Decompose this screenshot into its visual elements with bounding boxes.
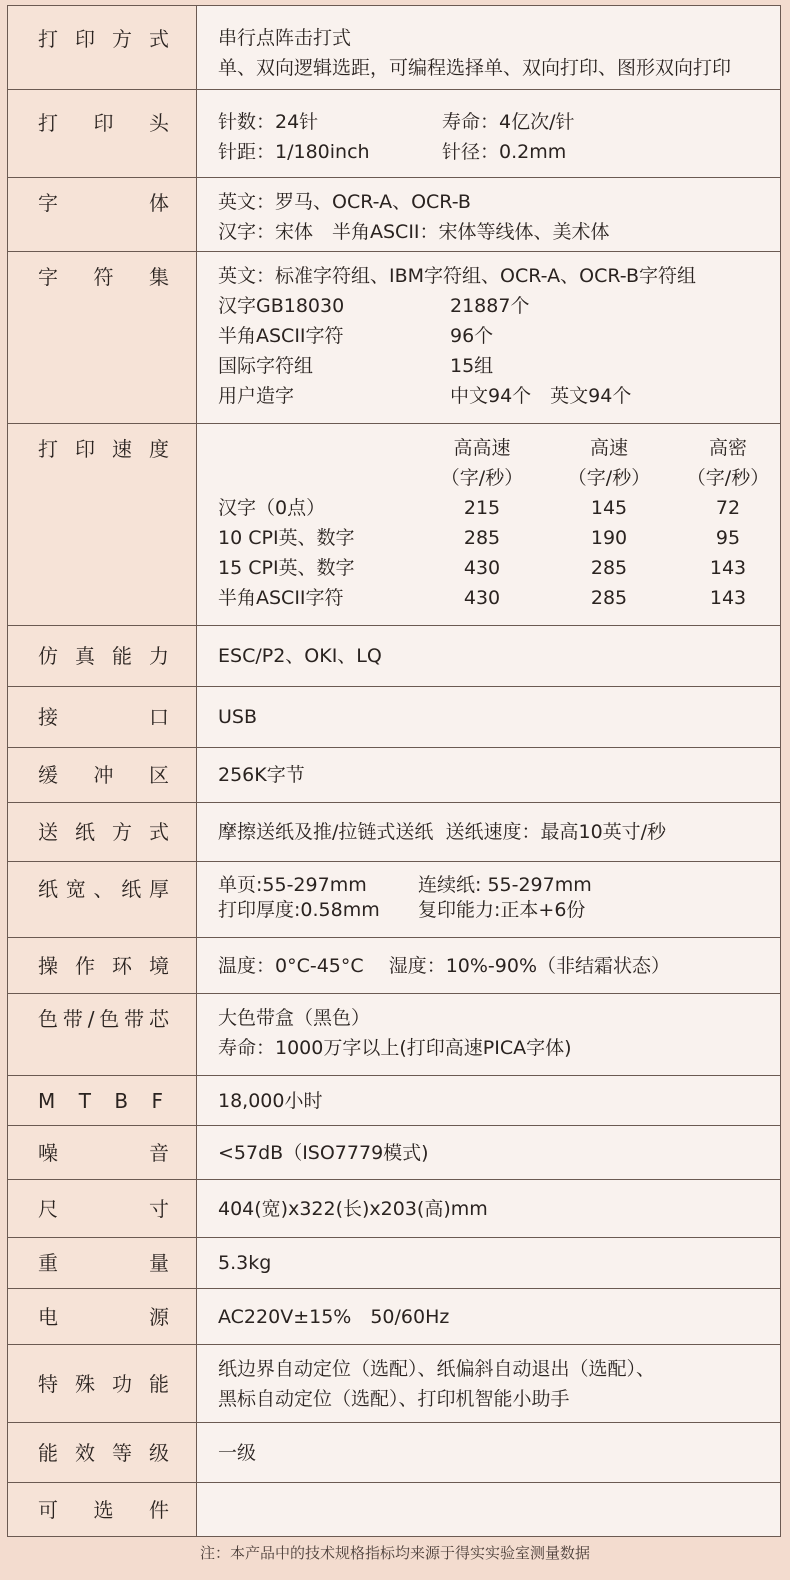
speed-header: 高速	[589, 437, 628, 459]
value-emulation: ESC/P2、OKI、LQ	[197, 626, 781, 687]
label-weight: 重 量	[8, 1238, 197, 1289]
print-thickness: 打印厚度:0.58mm	[218, 899, 380, 921]
speed-unit: （字/秒）	[686, 467, 770, 489]
value-mtbf: 18,000小时	[197, 1076, 781, 1126]
value-font	[197, 178, 781, 252]
row-font	[8, 178, 781, 252]
row-efficiency	[8, 1423, 781, 1483]
value-special	[197, 1345, 781, 1423]
label-environment: 操 作 环 境	[8, 938, 197, 994]
label-options: 可 选 件	[8, 1483, 197, 1537]
speed-unit: （字/秒）	[440, 467, 524, 489]
label-efficiency: 能 效 等 级	[8, 1423, 197, 1483]
row-weight	[8, 1238, 781, 1289]
print-method-line-1: 串行点阵击打式	[218, 27, 352, 49]
ribbon-life: 寿命：1000万字以上(打印高速PICA字体)	[218, 1037, 572, 1059]
value-environment: 温度：0°C-45°C 湿度：10%-90%（非结霜状态）	[197, 938, 781, 994]
font-chinese: 汉字：宋体 半角ASCII：宋体等线体、美术体	[218, 221, 610, 243]
speed-value: 430	[463, 587, 501, 609]
pin-pitch: 针距：1/180inch	[218, 141, 370, 163]
charset-item-value: 中文94个 英文94个	[450, 385, 632, 407]
label-ribbon: 色 带 / 色 带 芯	[8, 994, 197, 1076]
speed-header: 高密	[708, 437, 747, 459]
head-life: 寿命：4亿次/针	[442, 111, 575, 133]
value-noise: <57dB（ISO7779模式)	[197, 1126, 781, 1180]
row-buffer	[8, 748, 781, 803]
value-paper-feed: 摩擦送纸及推/拉链式送纸 送纸速度：最高10英寸/秒	[197, 803, 781, 862]
label-emulation: 仿 真 能 力	[8, 626, 197, 687]
single-sheet: 单页:55-297mm	[218, 874, 367, 896]
label-font: 字 体	[8, 178, 197, 252]
speed-value: 215	[463, 497, 501, 519]
value-interface: USB	[197, 687, 781, 748]
label-size: 尺 寸	[8, 1180, 197, 1238]
row-ribbon	[8, 994, 781, 1076]
charset-item-value: 15组	[450, 355, 494, 377]
label-mtbf: M T B F	[8, 1076, 197, 1126]
speed-row-name: 半角ASCII字符	[218, 587, 344, 609]
row-interface	[8, 687, 781, 748]
speed-header: 高高速	[453, 437, 511, 459]
speed-value: 430	[463, 557, 501, 579]
value-efficiency: 一级	[197, 1423, 781, 1483]
label-buffer: 缓 冲 区	[8, 748, 197, 803]
special-line-2: 黑标自动定位（选配）、打印机智能小助手	[218, 1387, 570, 1410]
speed-value: 285	[590, 587, 628, 609]
row-mtbf	[8, 1076, 781, 1126]
row-options	[8, 1483, 781, 1537]
label-paper-width: 纸 宽 、 纸 厚	[8, 862, 197, 938]
row-noise	[8, 1126, 781, 1180]
speed-value: 190	[590, 527, 628, 549]
charset-english: 英文：标准字符组、IBM字符组、OCR-A、OCR-B字符组	[218, 265, 696, 287]
row-special	[8, 1345, 781, 1423]
charset-item-name: 汉字GB18030	[218, 295, 345, 317]
label-charset: 字 符 集	[8, 252, 197, 424]
value-print-head	[197, 90, 781, 178]
value-ribbon	[197, 994, 781, 1076]
row-print-head	[8, 90, 781, 178]
charset-item-name: 用户造字	[218, 385, 295, 407]
continuous-paper: 连续纸: 55-297mm	[418, 874, 592, 896]
speed-row-name: 汉字（0点）	[218, 497, 326, 519]
row-print-method	[8, 6, 781, 90]
row-size	[8, 1180, 781, 1238]
row-environment	[8, 938, 781, 994]
speed-row-name: 10 CPI英、数字	[218, 527, 355, 549]
special-line-1: 纸边界自动定位（选配）、纸偏斜自动退出（选配）、	[218, 1357, 656, 1380]
label-paper-feed: 送 纸 方 式	[8, 803, 197, 862]
spec-table	[7, 5, 781, 1537]
row-paper-width	[8, 862, 781, 938]
ribbon-type: 大色带盒（黑色）	[218, 1007, 371, 1029]
footnote: 注：本产品中的技术规格指标均来源于得实实验室测量数据	[199, 1544, 590, 1562]
charset-item-value: 21887个	[450, 295, 530, 317]
value-options	[197, 1483, 781, 1537]
label-interface: 接 口	[8, 687, 197, 748]
row-print-speed	[8, 424, 781, 626]
speed-value: 143	[709, 557, 747, 579]
speed-value: 95	[715, 527, 741, 549]
font-english: 英文：罗马、OCR-A、OCR-B	[218, 191, 471, 213]
pin-diameter: 针径：0.2mm	[442, 141, 567, 163]
speed-value: 285	[590, 557, 628, 579]
speed-value: 285	[463, 527, 501, 549]
row-power	[8, 1289, 781, 1345]
charset-item-value: 96个	[450, 325, 494, 347]
value-weight: 5.3kg	[197, 1238, 781, 1289]
label-print-head: 打 印 头	[8, 90, 197, 178]
speed-value: 145	[590, 497, 628, 519]
label-print-method: 打 印 方 式	[8, 6, 197, 90]
row-charset	[8, 252, 781, 424]
value-size: 404(宽)x322(长)x203(高)mm	[197, 1180, 781, 1238]
label-print-speed: 打 印 速 度	[8, 424, 197, 626]
value-buffer: 256K字节	[197, 748, 781, 803]
row-paper-feed	[8, 803, 781, 862]
speed-value: 72	[715, 497, 741, 519]
label-power: 电 源	[8, 1289, 197, 1345]
speed-row-name: 15 CPI英、数字	[218, 557, 355, 579]
charset-item-name: 国际字符组	[218, 355, 314, 377]
value-print-speed	[197, 424, 781, 626]
row-emulation	[8, 626, 781, 687]
value-paper-width	[197, 862, 781, 938]
label-noise: 噪 音	[8, 1126, 197, 1180]
pin-count: 针数：24针	[218, 111, 319, 133]
speed-table	[218, 433, 780, 613]
value-print-method	[197, 6, 781, 90]
label-special: 特 殊 功 能	[8, 1345, 197, 1423]
speed-unit: （字/秒）	[567, 467, 651, 489]
charset-item-name: 半角ASCII字符	[218, 325, 344, 347]
copy-capability: 复印能力:正本+6份	[418, 899, 586, 921]
speed-value: 143	[709, 587, 747, 609]
value-power: AC220V±15% 50/60Hz	[197, 1289, 781, 1345]
value-charset	[197, 252, 781, 424]
print-method-line-2: 单、双向逻辑选距，可编程选择单、双向打印、图形双向打印	[218, 57, 732, 79]
